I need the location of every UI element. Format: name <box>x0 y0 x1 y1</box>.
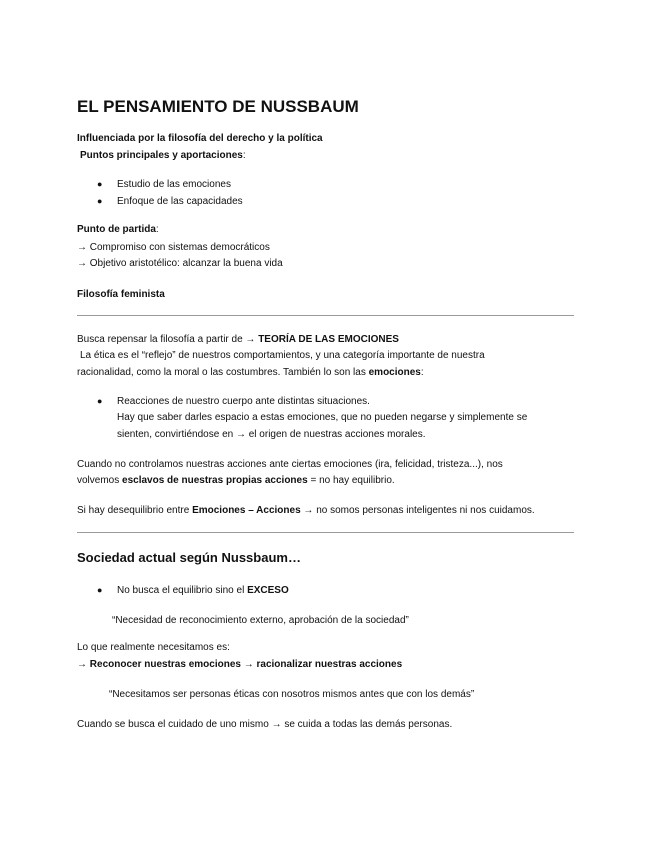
ethics-prefix: racionalidad, como la moral o las costumbres. También lo son las <box>77 367 369 378</box>
care-line: Cuando se busca el cuidado de uno mismo → se cuida a todas las demás personas. <box>77 719 453 730</box>
bullet-icon: ● <box>97 179 103 189</box>
quote-ethics: “Necesitamos ser personas éticas con nosotros mismos antes que con los demás” <box>109 689 475 700</box>
horizontal-rule <box>77 315 574 316</box>
main-point-item: Estudio de las emociones <box>117 179 231 190</box>
horizontal-rule <box>77 532 574 533</box>
start-colon: : <box>155 224 159 235</box>
page-title: EL PENSAMIENTO DE NUSSBAUM <box>77 97 359 116</box>
main-points-heading <box>80 149 246 163</box>
start-label: Punto de partida <box>77 224 156 235</box>
imbalance-suffix: → no somos personas inteligentes ni nos cuidamos. <box>300 505 535 516</box>
control-suffix: = no hay equilibrio. <box>307 475 395 486</box>
ethics-line-2 <box>77 366 424 380</box>
control-prefix: volvemos <box>77 475 123 486</box>
reactions-line-3: sienten, convirtiéndose en → el origen de nuestras acciones morales. <box>117 429 426 440</box>
ethics-suffix: : <box>420 367 424 378</box>
emotions-word: emociones <box>368 367 421 378</box>
need-label: Lo que realmente necesitamos es: <box>77 642 230 653</box>
society-heading: Sociedad actual según Nussbaum… <box>77 550 301 565</box>
main-points-colon: : <box>242 150 246 161</box>
rethink-line <box>77 333 399 347</box>
main-point-item: Enfoque de las capacidades <box>117 196 243 207</box>
reactions-line-2: Hay que saber darles espacio a estas emociones, que no pueden negarse y simplemente se <box>117 412 528 423</box>
rethink-prefix: Busca repensar la filosofía a partir de → <box>77 334 259 345</box>
need-arrow: → <box>77 659 90 670</box>
ethics-line-1: La ética es el “reflejo” de nuestros comportamientos, y una categoría importante de nuestra <box>80 350 485 361</box>
excess-line <box>117 584 289 598</box>
imbalance-line <box>77 504 535 518</box>
quote-recognition: “Necesidad de reconocimiento externo, aprobación de la sociedad” <box>112 615 409 626</box>
need-phrase: Reconocer nuestras emociones → racionalizar nuestras acciones <box>89 659 403 670</box>
reactions-bullet: Reacciones de nuestro cuerpo ante distintas situaciones. <box>117 396 370 407</box>
slaves-phrase: esclavos de nuestras propias acciones <box>122 475 308 486</box>
bullet-icon: ● <box>97 396 103 406</box>
need-line <box>77 658 402 672</box>
excess-word: EXCESO <box>247 585 289 596</box>
main-points-label: Puntos principales y aportaciones <box>80 150 243 161</box>
bullet-icon: ● <box>97 585 103 595</box>
control-line-1: Cuando no controlamos nuestras acciones ante ciertas emociones (ira, felicidad, tristeza...), nos <box>77 459 503 470</box>
start-item: → Objetivo aristotélico: alcanzar la buena vida <box>77 258 283 269</box>
control-line-2 <box>77 474 395 488</box>
emotions-theory-label: TEORÍA DE LAS EMOCIONES <box>258 334 399 345</box>
imbalance-prefix: Si hay desequilibrio entre <box>77 505 193 516</box>
start-item: → Compromiso con sistemas democráticos <box>77 242 270 253</box>
feminist-heading: Filosofía feminista <box>77 289 165 300</box>
excess-prefix: No busca el equilibrio sino el <box>117 585 248 596</box>
bullet-icon: ● <box>97 196 103 206</box>
influence-subtitle: Influenciada por la filosofía del derecho y la política <box>77 133 323 144</box>
start-heading <box>77 223 159 237</box>
emotions-actions-phrase: Emociones – Acciones <box>192 505 301 516</box>
